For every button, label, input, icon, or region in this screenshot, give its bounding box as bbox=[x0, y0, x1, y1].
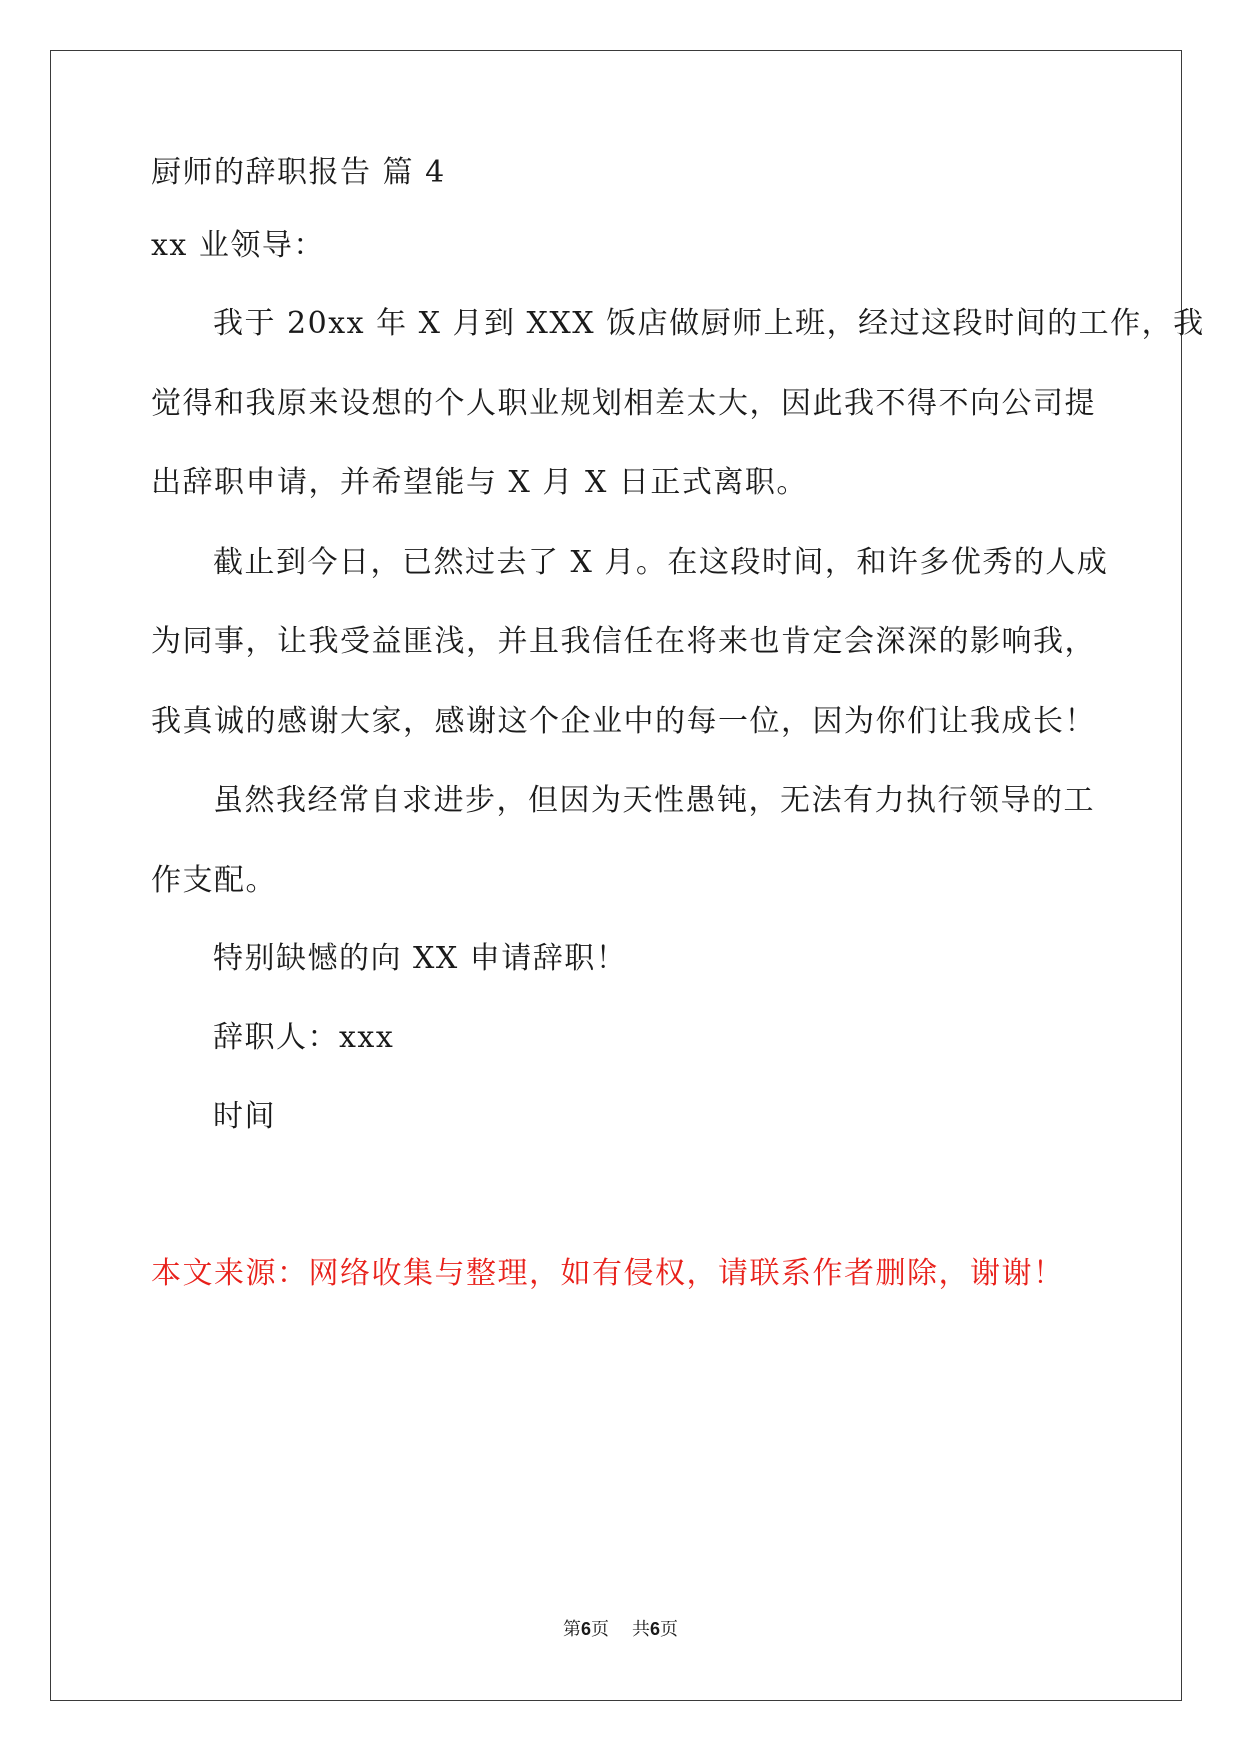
footer-page-total: 6 bbox=[649, 1619, 660, 1639]
footer-page-current: 6 bbox=[581, 1619, 592, 1639]
footer-total-suffix: 页 bbox=[659, 1619, 678, 1640]
footer-total-prefix: 共 bbox=[631, 1619, 650, 1640]
source-notice: 本文来源：网络收集与整理，如有侵权，请联系作者删除，谢谢！ bbox=[151, 1256, 1065, 1291]
date-label: 时间 bbox=[213, 1099, 276, 1134]
paragraph-1-line-3: 出辞职申请，并希望能与 X 月 X 日正式离职。 bbox=[151, 465, 808, 500]
paragraph-1-line-1: 我于 20xx 年 X 月到 XXX 饭店做厨师上班，经过这段时间的工作，我 bbox=[213, 306, 1205, 341]
footer-page-prefix: 第 bbox=[563, 1619, 582, 1640]
paragraph-3-line-2: 作支配。 bbox=[151, 863, 277, 898]
paragraph-3-line-1: 虽然我经常自求进步，但因为天性愚钝，无法有力执行领导的工 bbox=[213, 783, 1095, 818]
document-title: 厨师的辞职报告 篇 4 bbox=[151, 155, 446, 190]
paragraph-4: 特别缺憾的向 XX 申请辞职！ bbox=[213, 941, 628, 976]
page-footer bbox=[0, 1617, 1241, 1642]
signer: 辞职人：xxx bbox=[213, 1020, 395, 1055]
paragraph-2-line-1: 截止到今日，已然过去了 X 月。在这段时间，和许多优秀的人成 bbox=[213, 545, 1109, 580]
paragraph-2-line-3: 我真诚的感谢大家，感谢这个企业中的每一位，因为你们让我成长！ bbox=[151, 704, 1096, 739]
paragraph-2-line-2: 为同事，让我受益匪浅，并且我信任在将来也肯定会深深的影响我， bbox=[151, 624, 1096, 659]
footer-page-suffix: 页 bbox=[591, 1619, 610, 1640]
paragraph-1-line-2: 觉得和我原来设想的个人职业规划相差太大，因此我不得不向公司提 bbox=[151, 386, 1096, 421]
salutation: xx 业领导： bbox=[151, 228, 325, 263]
